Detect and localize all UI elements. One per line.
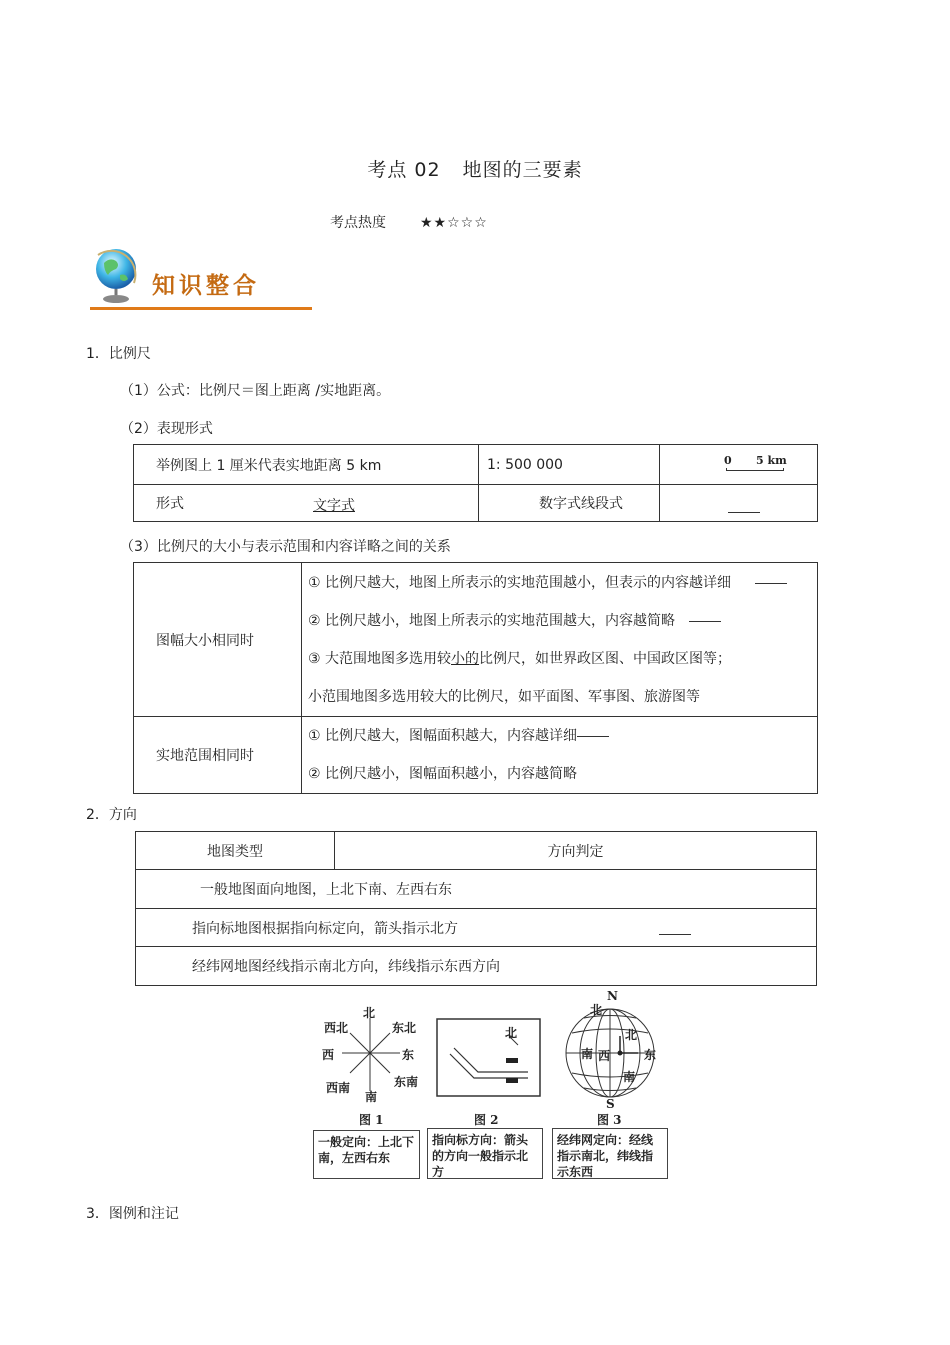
label-S: S <box>606 1097 615 1111</box>
label-south: 南 <box>365 1090 378 1104</box>
answer-blank <box>577 735 609 737</box>
title-prefix: 考点 02 <box>367 159 441 181</box>
label-northeast: 东北 <box>392 1021 417 1035</box>
same-map-size-content <box>302 563 818 717</box>
direction-pointer-cell <box>136 909 817 947</box>
line-scale-five: 5 km <box>756 454 787 467</box>
header-direction: 方向判定 <box>335 832 817 870</box>
form-number-type: 数字式线段式 <box>479 485 660 522</box>
table-row <box>136 870 817 909</box>
title-main: 地图的三要素 <box>462 159 583 181</box>
label-north: 北 <box>505 1026 518 1040</box>
rule-text: ① 比例尺越大，地图上所表示的实地范围越小，但表示的内容越详细 <box>308 574 731 591</box>
label-north: 北 <box>363 1006 376 1020</box>
banner-title: 知识整合 <box>152 272 260 299</box>
table-row <box>136 947 817 986</box>
rule-text: ② 比例尺越小，地图上所表示的实地范围越大，内容越简略 <box>308 612 675 629</box>
figure-1-label: 图 1 <box>359 1113 384 1127</box>
page-title <box>0 155 950 182</box>
label-east: 东 <box>644 1048 657 1062</box>
relation-heading: （3）比例尺的大小与表示范围和内容详略之间的关系 <box>120 539 451 555</box>
form-line-blank-cell <box>660 485 818 522</box>
table-row <box>134 445 818 485</box>
table-row <box>134 485 818 522</box>
table-row <box>136 832 817 870</box>
answer-blank <box>755 582 787 584</box>
line-scale-zero: 0 <box>724 454 732 467</box>
table-row <box>134 563 818 717</box>
scale-formula: （1）公式：比例尺＝图上距离 /实地距离。 <box>120 383 391 399</box>
rule-line <box>308 602 817 640</box>
direction-pointer: 指向标地图根据指向标定向，箭头指示北方 <box>192 920 458 937</box>
rule-line: 小范围地图多选用较大的比例尺，如平面图、军事图、旅游图等 <box>308 688 700 705</box>
label-west: 西 <box>322 1048 335 1062</box>
answer-blank <box>728 511 760 513</box>
rule-line: ② 比例尺越小，图幅面积越小，内容越简略 <box>308 766 577 782</box>
same-map-size-label: 图幅大小相同时 <box>134 563 302 717</box>
label-N: N <box>607 989 618 1003</box>
figure-2-label: 图 2 <box>474 1113 499 1127</box>
label-northwest: 西北 <box>324 1021 349 1035</box>
label-south-2: 南 <box>623 1070 636 1084</box>
number-scale-example: 1: 500 000 <box>479 445 660 485</box>
rule-line <box>308 717 817 755</box>
section-banner <box>90 245 315 313</box>
same-area-label: 实地范围相同时 <box>134 717 302 794</box>
section-2-heading: 2．方向 <box>86 807 137 823</box>
form-label: 形式 <box>156 496 184 512</box>
label-west: 西 <box>598 1049 611 1063</box>
pointer-map-diagram <box>436 1018 542 1098</box>
figure-1-caption: 一般定向：上北下南，左西右东 <box>313 1130 420 1179</box>
scale-forms-table <box>133 444 818 522</box>
section-1-heading: 1．比例尺 <box>86 346 151 362</box>
scale-relation-table <box>133 562 818 794</box>
banner-underline <box>90 307 312 310</box>
direction-graticule: 经纬网地图经线指示南北方向，纬线指示东西方向 <box>136 947 817 986</box>
figure-3-caption: 经纬网定向：经线指示南北，纬线指示东西 <box>552 1128 668 1179</box>
rule-text: ① 比例尺越大，图幅面积越大，内容越详细 <box>308 728 577 744</box>
same-area-content <box>302 717 818 794</box>
rule-text: 比例尺，如世界政区图、中国政区图等； <box>479 650 732 667</box>
line-scale-example <box>660 445 818 485</box>
section-3-heading: 3．图例和注记 <box>86 1206 179 1222</box>
label-southwest: 西南 <box>326 1081 351 1095</box>
label-north: 北 <box>590 1003 603 1017</box>
header-map-type: 地图类型 <box>136 832 335 870</box>
heat-stars: ★★☆☆☆ <box>420 215 488 231</box>
table-row <box>134 717 818 794</box>
forms-heading: （2）表现形式 <box>120 421 213 437</box>
label-north-2: 北 <box>625 1028 638 1042</box>
rule-line <box>308 564 817 602</box>
rule-underlined-text: 小的 <box>451 650 480 667</box>
heat-label: 考点热度 <box>330 215 386 231</box>
answer-blank <box>689 620 721 622</box>
answer-blank <box>659 933 691 935</box>
rule-text: ③ 大范围地图多选用较 <box>308 650 452 667</box>
direction-general: 一般地图面向地图，上北下南、左西右东 <box>136 870 817 909</box>
figure-2-caption: 指向标方向：箭头的方向一般指示北方 <box>427 1128 543 1179</box>
heat-line <box>330 212 488 232</box>
form-cell <box>134 485 479 522</box>
line-scale-bar <box>726 468 784 471</box>
label-east: 东 <box>402 1048 415 1062</box>
label-southeast: 东南 <box>394 1075 419 1089</box>
table-row <box>136 909 817 947</box>
label-south: 南 <box>581 1047 594 1061</box>
text-scale-example: 举例图上 1 厘米代表实地距离 5 km <box>134 445 479 485</box>
figure-3-label: 图 3 <box>597 1113 622 1127</box>
direction-table <box>135 831 817 986</box>
globe-icon <box>90 245 150 307</box>
form-text-type: 文字式 <box>313 498 355 514</box>
rule-line <box>308 640 817 678</box>
